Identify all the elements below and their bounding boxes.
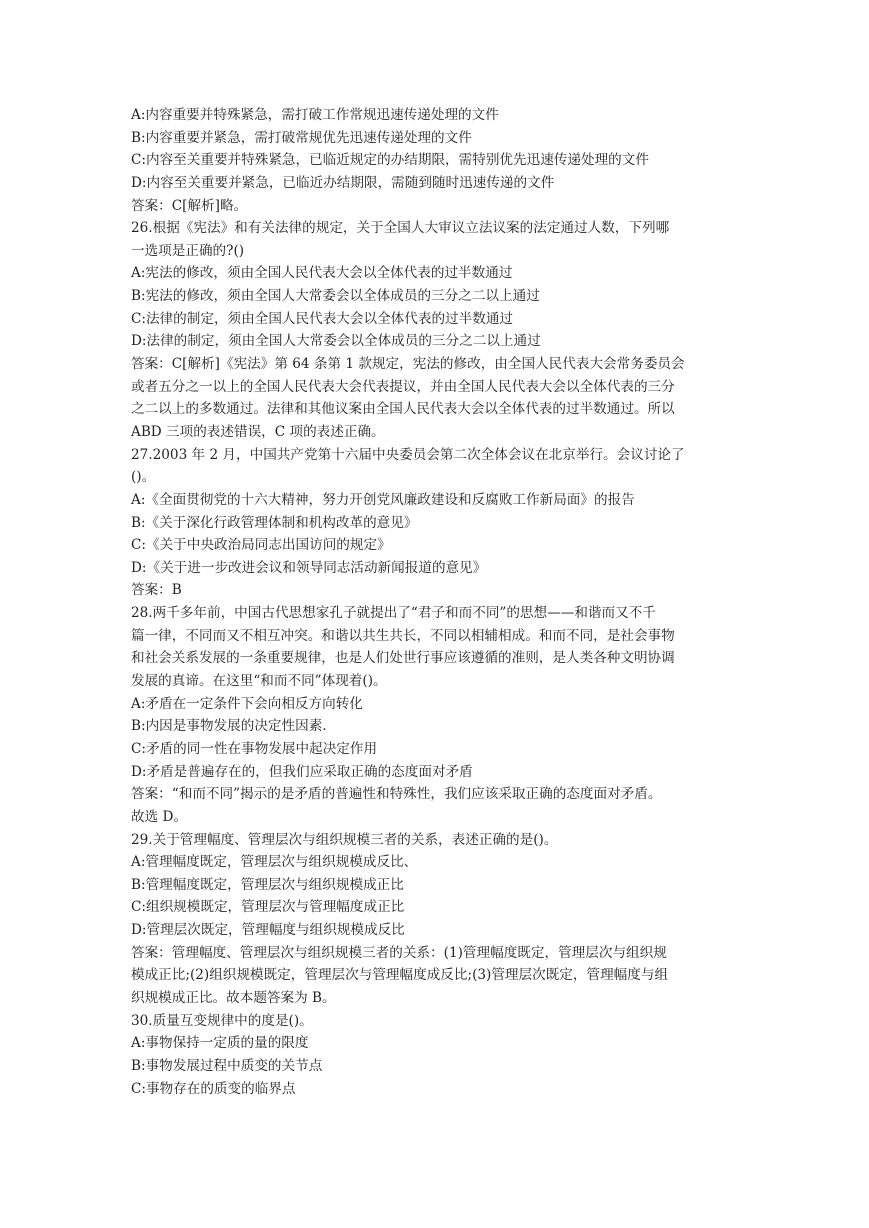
text-line: A:《全面贯彻党的十六大精神，努力开创党风廉政建设和反腐败工作新局面》的报告 [131,491,635,508]
text-line: D:内容至关重要并紧急，已临近办结期限，需随到随时迅速传递的文件 [131,174,555,191]
text-line: ABD 三项的表述错误，C 项的表述正确。 [131,423,385,440]
text-line: 一选项是正确的?() [131,242,245,259]
text-line: C:矛盾的同一性在事物发展中起决定作用 [131,740,378,757]
text-line: 或者五分之一以上的全国人民代表大会代表提议，并由全国人民代表大会以全体代表的三分 [131,378,675,395]
text-line: C:组织规模既定，管理层次与管理幅度成正比 [131,899,405,916]
text-line: 答案：C[解析]《宪法》第 64 条第 1 款规定，宪法的修改，由全国人民代表大会常务委员会 [131,356,685,373]
text-line: A:矛盾在一定条件下会向相反方向转化 [131,695,363,712]
text-line: 故选 D。 [131,808,188,825]
text-line: D:法律的制定，须由全国人大常委会以全体成员的三分之二以上通过 [131,333,541,350]
text-line: B:管理幅度既定，管理层次与组织规模成正比 [131,876,404,893]
text-line: 答案：C[解析]略。 [131,197,248,214]
text-line: ()。 [131,469,156,486]
document-body [131,104,741,1100]
text-line: 答案：“和而不同”揭示的是矛盾的普遍性和特殊性，我们应该采取正确的态度面对矛盾。 [131,786,662,803]
text-line: 答案：管理幅度、管理层次与组织规模三者的关系：(1)管理幅度既定，管理层次与组织规 [131,944,667,961]
text-line: 模成正比;(2)组织规模既定，管理层次与管理幅度成反比;(3)管理层次既定，管理幅度与组 [131,967,669,984]
text-line: B:宪法的修改，须由全国人大常委会以全体成员的三分之二以上通过 [131,288,540,305]
text-line: C:法律的制定，须由全国人民代表大会以全体代表的过半数通过 [131,310,514,327]
text-line: A:内容重要并特殊紧急，需打破工作常规迅速传递处理的文件 [131,107,499,123]
text-line: C:事物存在的质变的临界点 [131,1080,296,1097]
text-line: A:管理幅度既定，管理层次与组织规模成反比、 [131,854,418,871]
text-line: C:《关于中央政治局同志出国访问的规定》 [131,537,391,554]
text-line: 26.根据《宪法》和有关法律的规定，关于全国人大审议立法议案的法定通过人数，下列哪 [131,220,670,237]
text-line: B:内容重要并紧急，需打破常规优先迅速传递处理的文件 [131,129,472,146]
text-line: 29.关于管理幅度、管理层次与组织规模三者的关系，表述正确的是()。 [131,831,558,848]
text-line: 28.两千多年前，中国古代思想家孔子就提出了“君子和而不同”的思想——和谐而又不千 [131,605,656,622]
text-line: 30.质量互变规律中的度是()。 [131,1012,313,1029]
text-line: D:矛盾是普遍存在的，但我们应采取正确的态度面对矛盾 [131,763,473,780]
text-line: B:内因是事物发展的决定性因素. [131,718,327,735]
text-line: B:事物发展过程中质变的关节点 [131,1057,323,1074]
text-line: 篇一律，不同而又不相互冲突。和谐以共生共长，不同以相辅相成。和而不同，是社会事物 [131,627,675,644]
text-line: B:《关于深化行政管理体制和机构改革的意见》 [131,514,418,531]
text-line: C:内容至关重要并特殊紧急，已临近规定的办结期限，需特别优先迅速传递处理的文件 [131,152,649,169]
text-line: D:《关于进一步改进会议和领导同志活动新闻报道的意见》 [131,559,487,576]
text-line: 织规模成正比。故本题答案为 B。 [131,989,336,1006]
text-line: A:事物保持一定质的量的限度 [131,1035,309,1052]
text-line: 和社会关系发展的一条重要规律，也是人们处世行事应该遵循的准则，是人类各种文明协调 [131,650,675,667]
text-line: 答案：B [131,582,182,599]
text-line: 之二以上的多数通过。法律和其他议案由全国人民代表大会以全体代表的过半数通过。所以 [131,401,675,418]
text-line: A:宪法的修改，须由全国人民代表大会以全体代表的过半数通过 [131,265,513,282]
text-line: D:管理层次既定，管理幅度与组织规模成反比 [131,922,405,939]
text-line: 27.2003 年 2 月，中国共产党第十六届中央委员会第二次全体会议在北京举行。会议讨论了 [131,446,685,463]
text-line: 发展的真谛。在这里“和而不同”体现着()。 [131,673,387,690]
